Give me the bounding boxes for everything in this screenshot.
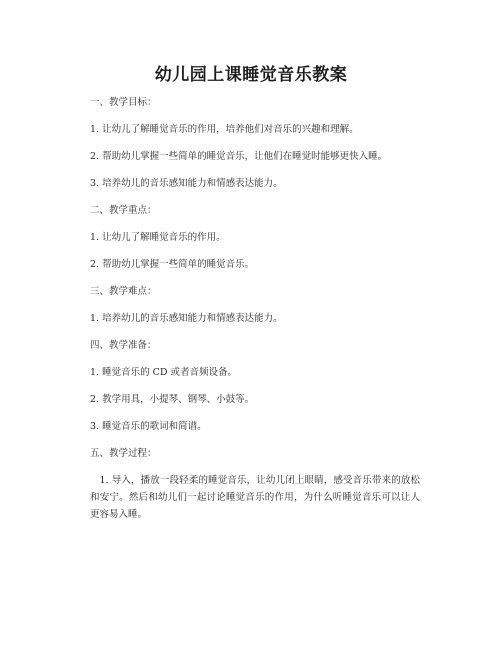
key-point-item-2: 2. 帮助幼儿掌握一些简单的睡觉音乐。 bbox=[90, 259, 255, 270]
section-heading-difficulties: 三、教学难点： bbox=[90, 286, 157, 297]
objective-item-1: 1. 让幼儿了解睡觉音乐的作用，培养他们对音乐的兴趣和理解。 bbox=[90, 124, 359, 135]
section-heading-objectives: 一、教学目标： bbox=[90, 97, 157, 108]
key-point-item-1: 1. 让幼儿了解睡觉音乐的作用。 bbox=[90, 232, 226, 243]
document-title: 幼儿园上课睡觉音乐教案 bbox=[154, 65, 348, 85]
objective-item-3: 3. 培养幼儿的音乐感知能力和情感表达能力。 bbox=[90, 178, 283, 189]
preparation-item-2: 2. 教学用具，小提琴、钢琴、小鼓等。 bbox=[90, 394, 255, 405]
section-heading-process: 五、教学过程： bbox=[90, 448, 157, 459]
section-heading-key-points: 二、教学重点： bbox=[90, 205, 157, 216]
objective-item-2: 2. 帮助幼儿掌握一些简单的睡觉音乐，让他们在睡觉时能够更快入睡。 bbox=[90, 151, 388, 162]
process-paragraph-1: 1. 导入，播放一段轻柔的睡觉音乐，让幼儿闭上眼睛，感受音乐带来的放松和安宁。然后和幼儿们一起讨论睡觉音乐的作用，为什么听睡觉音乐可以让人更容易入睡。 bbox=[90, 475, 420, 520]
preparation-item-3: 3. 睡觉音乐的歌词和简谱。 bbox=[90, 421, 207, 432]
preparation-item-1: 1. 睡觉音乐的 CD 或者音频设备。 bbox=[90, 367, 238, 378]
section-heading-preparation: 四、教学准备： bbox=[90, 340, 157, 351]
difficulty-item-1: 1. 培养幼儿的音乐感知能力和情感表达能力。 bbox=[90, 313, 283, 324]
